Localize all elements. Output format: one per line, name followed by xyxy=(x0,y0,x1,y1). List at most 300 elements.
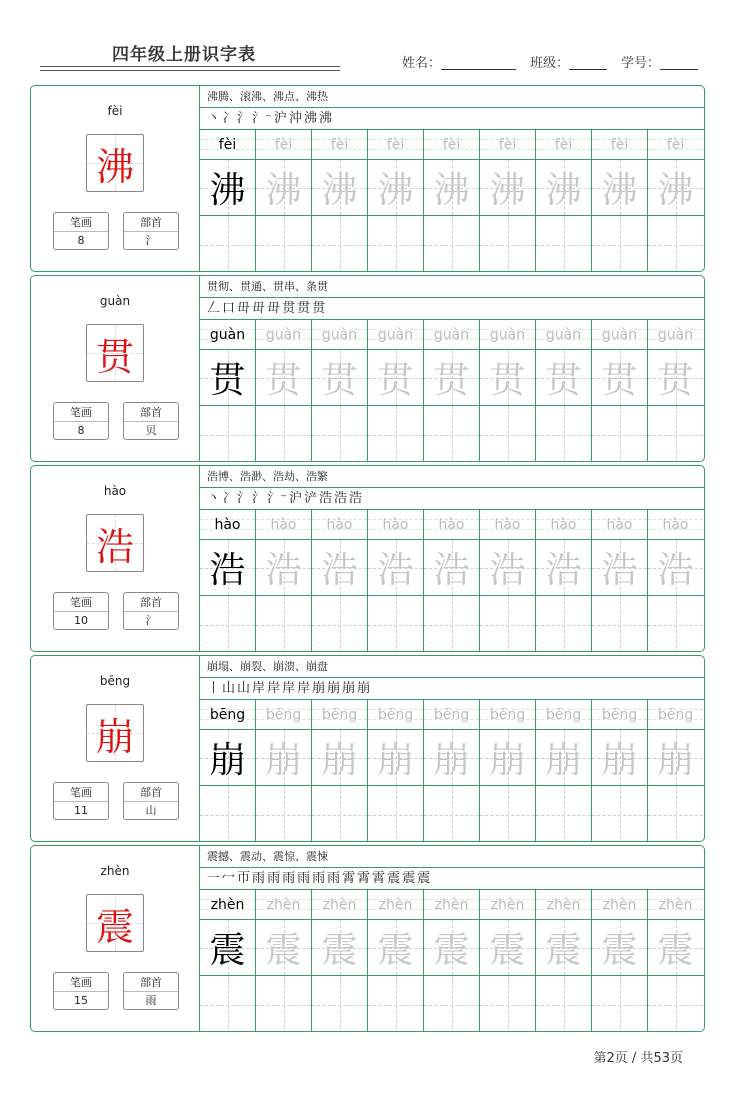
stroke-step: 霄 xyxy=(342,871,356,886)
blank-writing-cell[interactable] xyxy=(591,786,647,842)
character-cell[interactable] xyxy=(647,920,703,975)
stroke-step: 贯 xyxy=(312,301,326,316)
character-box xyxy=(86,704,144,762)
trace-character: 震 xyxy=(321,930,358,971)
character-cell[interactable] xyxy=(367,540,423,595)
pinyin-cell[interactable] xyxy=(647,320,703,349)
character-cell[interactable] xyxy=(591,730,647,785)
radical-value: 山 xyxy=(145,804,157,817)
character-cell[interactable] xyxy=(311,540,367,595)
stroke-step: 沸 xyxy=(318,111,332,126)
blank-writing-cell[interactable] xyxy=(423,976,479,1032)
stroke-count-box xyxy=(53,402,109,440)
pinyin-text: zhèn xyxy=(658,897,693,913)
pinyin-text: hào xyxy=(494,517,521,533)
pinyin-text: fèi xyxy=(218,137,237,153)
character-card xyxy=(31,276,199,461)
trace-character: 震 xyxy=(601,930,638,971)
stroke-step: 崩 xyxy=(357,681,371,696)
stroke-step: 山 xyxy=(237,681,251,696)
trace-character: 浩 xyxy=(321,550,358,591)
pinyin-cell[interactable] xyxy=(255,510,311,539)
pinyin-text: bēng xyxy=(209,707,246,723)
character-cell[interactable] xyxy=(423,160,479,215)
stroke-count-box xyxy=(53,592,109,630)
pinyin-cell[interactable] xyxy=(255,320,311,349)
pinyin-cell[interactable] xyxy=(479,700,535,729)
character-cell[interactable] xyxy=(647,350,703,405)
blank-writing-cell[interactable] xyxy=(367,216,423,272)
pinyin-cell[interactable] xyxy=(311,890,367,919)
py-row xyxy=(200,130,705,160)
stroke-step: 毌 xyxy=(237,301,251,316)
blank-writing-cell[interactable] xyxy=(200,406,255,462)
character-cell[interactable] xyxy=(255,540,311,595)
e-row xyxy=(200,406,705,462)
pinyin-cell[interactable] xyxy=(311,510,367,539)
trace-character: 贯 xyxy=(657,360,694,401)
character-glyph: 崩 xyxy=(95,714,134,759)
ch-row xyxy=(200,350,705,406)
character-box xyxy=(86,514,144,572)
trace-character: 浩 xyxy=(209,550,246,591)
blank-writing-cell[interactable] xyxy=(255,596,311,652)
character-pinyin: bēng xyxy=(99,674,131,688)
character-pinyin: hào xyxy=(103,484,127,498)
pinyin-text: hào xyxy=(550,517,577,533)
trace-character: 崩 xyxy=(209,740,246,781)
trace-character: 崩 xyxy=(657,740,694,781)
stroke-step: 崩 xyxy=(327,681,341,696)
stroke-step: 崩 xyxy=(312,681,326,696)
page-footer: 第2页 / 共53页 xyxy=(593,1051,683,1066)
character-cell[interactable] xyxy=(311,730,367,785)
stroke-step: 浩 xyxy=(349,491,363,506)
stroke-count-box xyxy=(53,782,109,820)
character-cell[interactable] xyxy=(479,920,535,975)
stroke-step: 沸 xyxy=(303,111,317,126)
character-cell[interactable] xyxy=(367,730,423,785)
stroke-order-row xyxy=(200,678,705,700)
blank-writing-cell[interactable] xyxy=(591,216,647,272)
character-box xyxy=(86,324,144,382)
stroke-step: 冫 xyxy=(222,491,236,506)
radical-box xyxy=(123,402,179,440)
blank-writing-cell[interactable] xyxy=(423,406,479,462)
blank-writing-cell[interactable] xyxy=(591,596,647,652)
page-title: 四年级上册识字表 xyxy=(112,45,256,65)
blank-writing-cell[interactable] xyxy=(367,406,423,462)
trace-character: 浩 xyxy=(657,550,694,591)
py-row xyxy=(200,700,705,730)
trace-character: 崩 xyxy=(489,740,526,781)
stroke-step: 𠃋 xyxy=(207,301,221,316)
blank-writing-cell[interactable] xyxy=(255,406,311,462)
blank-writing-cell[interactable] xyxy=(367,596,423,652)
character-cell[interactable] xyxy=(535,160,591,215)
character-block xyxy=(30,85,705,272)
trace-character: 浩 xyxy=(433,550,470,591)
blank-writing-cell[interactable] xyxy=(647,596,703,652)
character-card xyxy=(31,656,199,841)
stroke-step: 贯 xyxy=(282,301,296,316)
pinyin-cell[interactable] xyxy=(367,700,423,729)
radical-value: 贝 xyxy=(145,424,157,437)
stroke-step: 震 xyxy=(417,871,431,886)
stroke-step: 崩 xyxy=(342,681,356,696)
character-cell[interactable] xyxy=(647,160,703,215)
stroke-count-value: 11 xyxy=(74,804,88,817)
trace-character: 贯 xyxy=(545,360,582,401)
ch-row xyxy=(200,540,705,596)
pinyin-cell[interactable] xyxy=(200,890,255,919)
pinyin-cell[interactable] xyxy=(200,510,255,539)
trace-character: 沸 xyxy=(209,170,246,211)
pinyin-cell[interactable] xyxy=(479,320,535,349)
stroke-count-label: 笔画 xyxy=(54,973,108,992)
blank-writing-cell[interactable] xyxy=(591,976,647,1032)
blank-writing-cell[interactable] xyxy=(311,406,367,462)
character-cell[interactable] xyxy=(423,350,479,405)
blank-writing-cell[interactable] xyxy=(591,406,647,462)
blank-writing-cell[interactable] xyxy=(535,216,591,272)
stroke-step: 霄 xyxy=(357,871,371,886)
blank-writing-cell[interactable] xyxy=(367,976,423,1032)
pinyin-cell[interactable] xyxy=(423,700,479,729)
py-row xyxy=(200,510,705,540)
pinyin-cell[interactable] xyxy=(367,320,423,349)
pinyin-text: fèi xyxy=(330,137,349,153)
pinyin-cell[interactable] xyxy=(423,890,479,919)
pinyin-cell[interactable] xyxy=(591,890,647,919)
number-label: 学号： xyxy=(621,56,661,71)
pinyin-text: bēng xyxy=(657,707,694,723)
pinyin-cell[interactable] xyxy=(311,700,367,729)
blank-writing-cell[interactable] xyxy=(647,406,703,462)
blank-writing-cell[interactable] xyxy=(311,786,367,842)
trace-character: 贯 xyxy=(265,360,302,401)
pinyin-text: zhèn xyxy=(490,897,525,913)
stroke-step: 岸 xyxy=(297,681,311,696)
pinyin-text: guàn xyxy=(489,327,526,343)
number-blank[interactable] xyxy=(660,56,698,70)
blank-writing-cell[interactable] xyxy=(200,786,255,842)
character-cell[interactable] xyxy=(200,730,255,785)
stroke-step: 氵 xyxy=(237,111,251,126)
character-cell[interactable] xyxy=(255,160,311,215)
stroke-step: 毌 xyxy=(267,301,281,316)
name-field[interactable] xyxy=(402,52,516,71)
pinyin-text: guàn xyxy=(657,327,694,343)
character-cell[interactable] xyxy=(367,160,423,215)
practice-grid xyxy=(199,276,705,461)
word-examples: 震撼、震动、震惊、震悚 xyxy=(200,846,705,868)
character-cell[interactable] xyxy=(255,730,311,785)
character-cell[interactable] xyxy=(535,540,591,595)
character-pinyin: guàn xyxy=(99,294,131,308)
character-cell[interactable] xyxy=(591,160,647,215)
pinyin-cell[interactable] xyxy=(535,510,591,539)
title-underline xyxy=(40,66,340,67)
pinyin-text: guàn xyxy=(265,327,302,343)
pinyin-cell[interactable] xyxy=(367,130,423,159)
pinyin-text: guàn xyxy=(377,327,414,343)
stroke-step: 雨 xyxy=(312,871,326,886)
pinyin-text: bēng xyxy=(489,707,526,723)
blank-writing-cell[interactable] xyxy=(479,216,535,272)
character-cell[interactable] xyxy=(535,920,591,975)
character-cell[interactable] xyxy=(255,920,311,975)
character-cell[interactable] xyxy=(367,920,423,975)
stroke-step: 氵 xyxy=(252,491,266,506)
stroke-step: 贯 xyxy=(297,301,311,316)
trace-character: 震 xyxy=(209,930,246,971)
stroke-order-row xyxy=(200,868,705,890)
blank-writing-cell[interactable] xyxy=(423,596,479,652)
pinyin-cell[interactable] xyxy=(591,510,647,539)
pinyin-text: hào xyxy=(438,517,465,533)
pinyin-cell[interactable] xyxy=(591,320,647,349)
blank-writing-cell[interactable] xyxy=(647,786,703,842)
pinyin-cell[interactable] xyxy=(255,890,311,919)
pinyin-cell[interactable] xyxy=(479,890,535,919)
pinyin-cell[interactable] xyxy=(535,130,591,159)
trace-character: 崩 xyxy=(265,740,302,781)
pinyin-cell[interactable] xyxy=(367,510,423,539)
stroke-step: 丶 xyxy=(207,491,221,506)
pinyin-text: guàn xyxy=(433,327,470,343)
trace-character: 沸 xyxy=(545,170,582,211)
stroke-count-label: 笔画 xyxy=(54,403,108,422)
character-cell[interactable] xyxy=(311,160,367,215)
character-cell[interactable] xyxy=(591,540,647,595)
pinyin-cell[interactable] xyxy=(647,890,703,919)
pinyin-text: zhèn xyxy=(210,897,245,913)
stroke-step: 沖 xyxy=(288,111,302,126)
pinyin-cell[interactable] xyxy=(255,130,311,159)
character-cell[interactable] xyxy=(200,920,255,975)
character-box xyxy=(86,894,144,952)
character-cell[interactable] xyxy=(200,160,255,215)
pinyin-cell[interactable] xyxy=(535,700,591,729)
character-pinyin: zhèn xyxy=(100,864,130,878)
trace-character: 浩 xyxy=(601,550,638,591)
blank-writing-cell[interactable] xyxy=(479,406,535,462)
character-glyph: 沸 xyxy=(95,144,134,189)
stroke-count-label: 笔画 xyxy=(54,783,108,802)
radical-label: 部首 xyxy=(124,593,178,612)
pinyin-cell[interactable] xyxy=(479,130,535,159)
stroke-step: 山 xyxy=(222,681,236,696)
pinyin-cell[interactable] xyxy=(200,700,255,729)
pinyin-cell[interactable] xyxy=(535,320,591,349)
pinyin-cell[interactable] xyxy=(423,130,479,159)
blank-writing-cell[interactable] xyxy=(311,216,367,272)
character-cell[interactable] xyxy=(535,350,591,405)
blank-writing-cell[interactable] xyxy=(479,786,535,842)
stroke-step: 沪 xyxy=(288,491,302,506)
trace-character: 沸 xyxy=(377,170,414,211)
character-cell[interactable] xyxy=(647,540,703,595)
blank-writing-cell[interactable] xyxy=(535,786,591,842)
radical-box xyxy=(123,592,179,630)
pinyin-cell[interactable] xyxy=(647,130,703,159)
pinyin-cell[interactable] xyxy=(311,320,367,349)
pinyin-text: hào xyxy=(214,517,241,533)
ch-row xyxy=(200,730,705,786)
pinyin-text: hào xyxy=(270,517,297,533)
practice-grid xyxy=(199,86,705,271)
stroke-count-value: 15 xyxy=(74,994,88,1007)
pinyin-text: bēng xyxy=(545,707,582,723)
pinyin-cell[interactable] xyxy=(311,130,367,159)
pinyin-text: zhèn xyxy=(602,897,637,913)
stroke-step: 一 xyxy=(207,871,221,886)
pinyin-cell[interactable] xyxy=(423,320,479,349)
character-cell[interactable] xyxy=(479,350,535,405)
word-examples: 浩博、浩渺、浩劫、浩繁 xyxy=(200,466,705,488)
blank-writing-cell[interactable] xyxy=(535,596,591,652)
trace-character: 贯 xyxy=(209,360,246,401)
character-cell[interactable] xyxy=(479,730,535,785)
stroke-step: 岸 xyxy=(267,681,281,696)
blank-writing-cell[interactable] xyxy=(423,786,479,842)
character-cell[interactable] xyxy=(591,350,647,405)
stroke-count-value: 8 xyxy=(77,234,85,247)
pinyin-text: bēng xyxy=(377,707,414,723)
blank-writing-cell[interactable] xyxy=(479,976,535,1032)
character-cell[interactable] xyxy=(200,350,255,405)
character-box xyxy=(86,134,144,192)
pinyin-text: fèi xyxy=(666,137,685,153)
stroke-step: 氵⁻ xyxy=(252,111,272,126)
blank-writing-cell[interactable] xyxy=(200,216,255,272)
word-examples: 沸腾、滚沸、沸点、沸热 xyxy=(200,86,705,108)
character-cell[interactable] xyxy=(423,920,479,975)
pinyin-cell[interactable] xyxy=(591,700,647,729)
class-field[interactable] xyxy=(530,52,607,71)
ch-row xyxy=(200,920,705,976)
pinyin-text: guàn xyxy=(321,327,358,343)
character-cell[interactable] xyxy=(311,920,367,975)
pinyin-text: zhèn xyxy=(378,897,413,913)
blank-writing-cell[interactable] xyxy=(479,596,535,652)
blank-writing-cell[interactable] xyxy=(535,976,591,1032)
stroke-step: 丶 xyxy=(207,111,221,126)
character-cell[interactable] xyxy=(479,540,535,595)
radical-label: 部首 xyxy=(124,213,178,232)
stroke-count-box xyxy=(53,212,109,250)
character-cell[interactable] xyxy=(647,730,703,785)
radical-label: 部首 xyxy=(124,403,178,422)
trace-character: 沸 xyxy=(433,170,470,211)
word-examples: 崩塌、崩裂、崩溃、崩盘 xyxy=(200,656,705,678)
pinyin-cell[interactable] xyxy=(647,510,703,539)
character-block xyxy=(30,275,705,462)
pinyin-cell[interactable] xyxy=(535,890,591,919)
character-cell[interactable] xyxy=(311,350,367,405)
stroke-count-label: 笔画 xyxy=(54,593,108,612)
pinyin-cell[interactable] xyxy=(200,130,255,159)
pinyin-text: fèi xyxy=(442,137,461,153)
character-cell[interactable] xyxy=(200,540,255,595)
pinyin-text: hào xyxy=(382,517,409,533)
trace-character: 贯 xyxy=(433,360,470,401)
blank-writing-cell[interactable] xyxy=(311,976,367,1032)
character-cell[interactable] xyxy=(479,160,535,215)
radical-box xyxy=(123,782,179,820)
stroke-step: 沪 xyxy=(273,111,287,126)
blank-writing-cell[interactable] xyxy=(311,596,367,652)
character-card xyxy=(31,846,199,1031)
character-cell[interactable] xyxy=(423,730,479,785)
radical-label: 部首 xyxy=(124,783,178,802)
character-block xyxy=(30,655,705,842)
blank-writing-cell[interactable] xyxy=(200,976,255,1032)
stroke-step: 雨 xyxy=(297,871,311,886)
blank-writing-cell[interactable] xyxy=(255,786,311,842)
blank-writing-cell[interactable] xyxy=(647,976,703,1032)
title-underline-2 xyxy=(40,70,340,71)
class-blank[interactable] xyxy=(569,56,607,70)
pinyin-text: fèi xyxy=(554,137,573,153)
radical-value: 氵 xyxy=(145,234,157,247)
stroke-step: 氵⁻ xyxy=(267,491,287,506)
character-cell[interactable] xyxy=(535,730,591,785)
trace-character: 沸 xyxy=(265,170,302,211)
stroke-step: 霄 xyxy=(372,871,386,886)
pinyin-cell[interactable] xyxy=(255,700,311,729)
stroke-step: 岸 xyxy=(282,681,296,696)
e-row xyxy=(200,596,705,652)
blank-writing-cell[interactable] xyxy=(423,216,479,272)
stroke-step: 浩 xyxy=(333,491,347,506)
character-cell[interactable] xyxy=(255,350,311,405)
pinyin-cell[interactable] xyxy=(591,130,647,159)
stroke-step: 丨 xyxy=(207,681,221,696)
name-blank[interactable] xyxy=(441,56,516,70)
trace-character: 浩 xyxy=(377,550,414,591)
blank-writing-cell[interactable] xyxy=(367,786,423,842)
pinyin-text: zhèn xyxy=(434,897,469,913)
character-cell[interactable] xyxy=(423,540,479,595)
trace-character: 浩 xyxy=(489,550,526,591)
pinyin-cell[interactable] xyxy=(423,510,479,539)
trace-character: 震 xyxy=(377,930,414,971)
blank-writing-cell[interactable] xyxy=(200,596,255,652)
character-cell[interactable] xyxy=(367,350,423,405)
trace-character: 贯 xyxy=(377,360,414,401)
blank-writing-cell[interactable] xyxy=(647,216,703,272)
word-examples: 贯彻、贯通、贯串、条贯 xyxy=(200,276,705,298)
stroke-step: 冖 xyxy=(222,871,236,886)
trace-character: 震 xyxy=(433,930,470,971)
blank-writing-cell[interactable] xyxy=(255,216,311,272)
trace-character: 贯 xyxy=(489,360,526,401)
pinyin-cell[interactable] xyxy=(200,320,255,349)
pinyin-text: hào xyxy=(606,517,633,533)
character-cell[interactable] xyxy=(591,920,647,975)
trace-character: 震 xyxy=(489,930,526,971)
pinyin-cell[interactable] xyxy=(647,700,703,729)
number-field[interactable] xyxy=(621,52,698,71)
stroke-order-row xyxy=(200,108,705,130)
blank-writing-cell[interactable] xyxy=(255,976,311,1032)
pinyin-cell[interactable] xyxy=(479,510,535,539)
blank-writing-cell[interactable] xyxy=(535,406,591,462)
pinyin-text: fèi xyxy=(386,137,405,153)
pinyin-cell[interactable] xyxy=(367,890,423,919)
